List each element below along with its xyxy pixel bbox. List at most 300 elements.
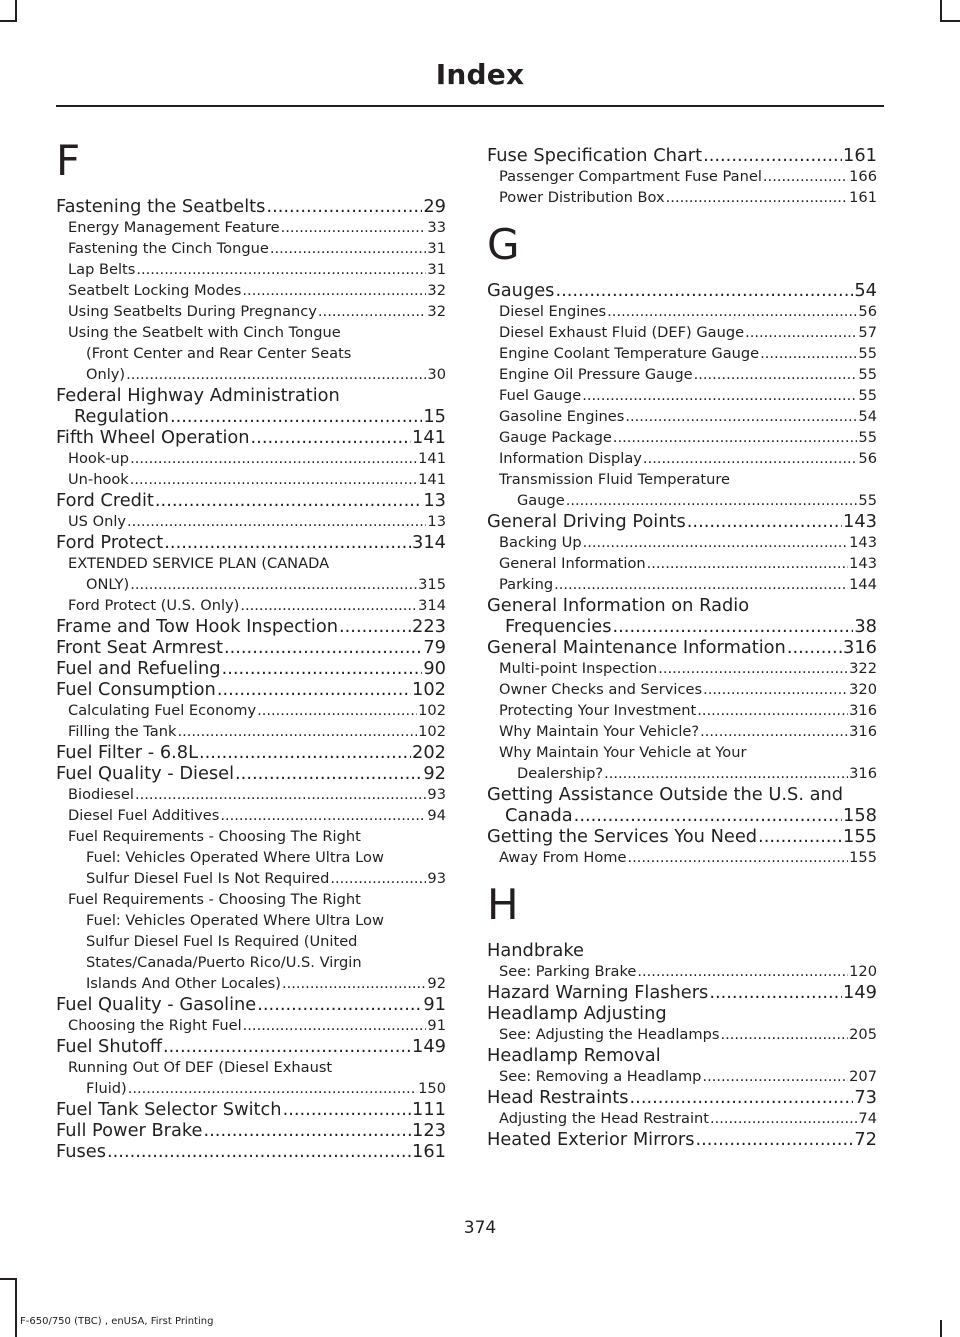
- dot-leader: [155, 490, 422, 511]
- index-entry[interactable]: [56, 658, 446, 679]
- index-subentry[interactable]: [487, 847, 877, 868]
- entry-text-line: Diesel Fuel Additives: [68, 807, 220, 824]
- crop-mark: [940, 0, 942, 22]
- page-reference[interactable]: 54: [858, 408, 877, 425]
- dot-leader: [240, 595, 417, 616]
- index-subentry[interactable]: [56, 700, 446, 721]
- entry-text-line: Diesel Exhaust Fluid (DEF) Gauge: [499, 324, 745, 341]
- index-subentry[interactable]: [56, 805, 446, 826]
- index-entry[interactable]: [56, 532, 446, 553]
- index-entry[interactable]: [487, 826, 877, 847]
- page-reference[interactable]: 207: [849, 1068, 877, 1085]
- page-reference[interactable]: 54: [854, 280, 877, 301]
- index-subentry[interactable]: [487, 658, 877, 679]
- entry-text-line: Fuel Filter - 6.8L: [56, 742, 198, 763]
- page-reference[interactable]: 102: [412, 679, 446, 700]
- page-reference[interactable]: 73: [854, 1087, 877, 1108]
- index-section-letter: G: [487, 220, 520, 269]
- entry-text-line: Filling the Tank: [68, 723, 177, 740]
- entry-text-line: Passenger Compartment Fuse Panel: [499, 168, 762, 185]
- index-entry[interactable]: [487, 511, 877, 532]
- dot-leader: [630, 1087, 854, 1108]
- index-subentry[interactable]: [487, 742, 877, 784]
- index-subentry[interactable]: [487, 469, 877, 511]
- dot-leader: [720, 1024, 848, 1045]
- dot-leader: [281, 217, 427, 238]
- index-subentry[interactable]: [56, 280, 446, 301]
- page-reference[interactable]: 15: [423, 406, 446, 427]
- page-reference[interactable]: 56: [858, 303, 877, 320]
- page-reference[interactable]: 143: [843, 511, 877, 532]
- dot-leader: [107, 1141, 411, 1162]
- page-reference[interactable]: 166: [849, 168, 877, 185]
- page-reference[interactable]: 111: [412, 1099, 446, 1120]
- entry-text-line: Frame and Tow Hook Inspection: [56, 616, 338, 637]
- entry-text-line: Calculating Fuel Economy: [68, 702, 257, 719]
- dot-leader: [339, 616, 411, 637]
- page-reference[interactable]: 57: [858, 324, 877, 341]
- dot-leader: [612, 616, 853, 637]
- dot-leader: [702, 1066, 848, 1087]
- index-entry[interactable]: [56, 1141, 446, 1162]
- entry-text-line: Owner Checks and Services: [499, 681, 703, 698]
- page-reference[interactable]: 74: [858, 1110, 877, 1127]
- entry-text-line: Diesel Engines: [499, 303, 607, 320]
- page-reference[interactable]: 32: [427, 282, 446, 299]
- dot-leader: [177, 721, 417, 742]
- page-reference[interactable]: 143: [849, 555, 877, 572]
- entry-text-line: Biodiesel: [68, 786, 134, 803]
- dot-leader: [126, 364, 426, 385]
- page-reference[interactable]: 155: [843, 826, 877, 847]
- dot-leader: [709, 982, 842, 1003]
- index-subentry[interactable]: [56, 322, 446, 385]
- page-reference[interactable]: 29: [423, 196, 446, 217]
- entry-text-line: Full Power Brake: [56, 1120, 203, 1141]
- entry-text-line: Lap Belts: [68, 261, 136, 278]
- entry-text-line: Running Out Of DEF (Diesel Exhaust: [68, 1059, 333, 1076]
- page-reference[interactable]: 202: [412, 742, 446, 763]
- page-reference[interactable]: 223: [412, 616, 446, 637]
- index-subentry[interactable]: [56, 448, 446, 469]
- dot-leader: [658, 658, 848, 679]
- index-entry[interactable]: [487, 145, 877, 166]
- index-subentry[interactable]: [487, 1066, 877, 1087]
- entry-text-line: Fuel and Refueling: [56, 658, 221, 679]
- entry-text-line: Ford Protect: [56, 532, 164, 553]
- footer-note: F-650/750 (TBC) , enUSA, First Printing: [20, 1316, 214, 1327]
- page-reference[interactable]: 91: [423, 994, 446, 1015]
- index-subentry[interactable]: [56, 553, 446, 595]
- index-entry[interactable]: [487, 1087, 877, 1108]
- entry-text-line: Multi-point Inspection: [499, 660, 658, 677]
- entry-text-line: Gauge: [517, 492, 565, 509]
- dot-leader: [787, 637, 842, 658]
- index-entry[interactable]: [56, 637, 446, 658]
- entry-text-line: Sulfur Diesel Fuel Is Required (United: [86, 933, 358, 950]
- dot-leader: [554, 574, 848, 595]
- page-reference[interactable]: 93: [427, 786, 446, 803]
- entry-text-line: Fuel Tank Selector Switch: [56, 1099, 282, 1120]
- entry-text-line: Handbrake: [487, 940, 584, 961]
- page-reference[interactable]: 316: [843, 637, 877, 658]
- page-reference[interactable]: 141: [418, 471, 446, 488]
- index-subentry[interactable]: [56, 721, 446, 742]
- page-reference[interactable]: 158: [843, 805, 877, 826]
- page-reference[interactable]: 55: [858, 492, 877, 509]
- entry-text-line: Only): [86, 366, 126, 383]
- index-subentry[interactable]: [56, 301, 446, 322]
- index-subentry[interactable]: [487, 553, 877, 574]
- index-subentry[interactable]: [56, 826, 446, 889]
- entry-text-line: Using the Seatbelt with Cinch Tongue: [68, 324, 341, 341]
- dot-leader: [128, 1078, 417, 1099]
- dot-leader: [235, 763, 422, 784]
- entry-text-line: EXTENDED SERVICE PLAN (CANADA: [68, 555, 330, 572]
- dot-leader: [687, 511, 842, 532]
- index-entry[interactable]: [56, 1099, 446, 1120]
- dot-leader: [566, 490, 858, 511]
- index-subentry[interactable]: [56, 511, 446, 532]
- page-reference[interactable]: 120: [849, 963, 877, 980]
- dot-leader: [703, 679, 848, 700]
- dot-leader: [130, 469, 417, 490]
- entry-text-line: Gasoline Engines: [499, 408, 625, 425]
- index-entry[interactable]: [56, 427, 446, 448]
- page-reference[interactable]: 56: [858, 450, 877, 467]
- index-subentry[interactable]: [56, 217, 446, 238]
- index-entry[interactable]: [56, 1036, 446, 1057]
- index-subentry[interactable]: [56, 1015, 446, 1036]
- entry-text-line: Fuel: Vehicles Operated Where Ultra Low: [86, 912, 384, 929]
- entry-text-line: Islands And Other Locales): [86, 975, 281, 992]
- dot-leader: [582, 385, 857, 406]
- page-reference[interactable]: 55: [858, 429, 877, 446]
- entry-text-line: Why Maintain Your Vehicle at Your: [499, 744, 747, 761]
- page-reference[interactable]: 143: [849, 534, 877, 551]
- entry-text-line: Fuel Consumption: [56, 679, 216, 700]
- entry-text-line: US Only: [68, 513, 127, 530]
- entry-text-line: Away From Home: [499, 849, 627, 866]
- entry-text-line: States/Canada/Puerto Rico/U.S. Virgin: [86, 954, 362, 971]
- dot-leader: [130, 574, 417, 595]
- index-subentry[interactable]: [487, 322, 877, 343]
- index-section-letter: H: [487, 880, 519, 929]
- dot-leader: [127, 511, 426, 532]
- entry-text-line: Ford Protect (U.S. Only): [68, 597, 240, 614]
- index-entry[interactable]: [56, 490, 446, 511]
- page-reference[interactable]: 55: [858, 387, 877, 404]
- entry-text-line: Frequencies: [505, 616, 612, 637]
- index-subentry[interactable]: [56, 469, 446, 490]
- entry-text-line: Fuel Gauge: [499, 387, 582, 404]
- entry-text-line: Fuel Quality - Gasoline: [56, 994, 257, 1015]
- dot-leader: [251, 427, 412, 448]
- index-subentry[interactable]: [487, 1024, 877, 1045]
- page-reference[interactable]: 149: [843, 982, 877, 1003]
- index-subentry[interactable]: [56, 889, 446, 994]
- dot-leader: [242, 280, 426, 301]
- dot-leader: [222, 658, 423, 679]
- entry-text-line: Sulfur Diesel Fuel Is Not Required: [86, 870, 330, 887]
- dot-leader: [760, 343, 857, 364]
- page-reference[interactable]: 31: [427, 240, 446, 257]
- page-reference[interactable]: 322: [849, 660, 877, 677]
- entry-text-line: Regulation: [74, 406, 169, 427]
- dot-leader: [555, 280, 853, 301]
- index-subentry[interactable]: [56, 238, 446, 259]
- crop-mark: [15, 1278, 17, 1337]
- dot-leader: [130, 448, 417, 469]
- dot-leader: [625, 406, 857, 427]
- dot-leader: [697, 700, 848, 721]
- entry-text-line: Seatbelt Locking Modes: [68, 282, 242, 299]
- page-reference[interactable]: 123: [412, 1120, 446, 1141]
- index-entry[interactable]: [487, 940, 877, 961]
- index-subentry[interactable]: [487, 532, 877, 553]
- header-divider: [56, 105, 884, 107]
- index-entry[interactable]: [56, 385, 446, 427]
- page-title: Index: [435, 58, 525, 91]
- index-subentry[interactable]: [56, 259, 446, 280]
- dot-leader: [666, 187, 848, 208]
- page-reference[interactable]: 92: [423, 763, 446, 784]
- page-reference[interactable]: 141: [418, 450, 446, 467]
- index-subentry[interactable]: [487, 961, 877, 982]
- entry-text-line: Information Display: [499, 450, 642, 467]
- dot-leader: [224, 637, 422, 658]
- entry-text-line: Headlamp Adjusting: [487, 1003, 667, 1024]
- index-subentry[interactable]: [56, 595, 446, 616]
- entry-text-line: General Information: [499, 555, 646, 572]
- page-reference[interactable]: 150: [418, 1080, 446, 1097]
- index-entry[interactable]: [56, 994, 446, 1015]
- entry-text-line: Fastening the Seatbelts: [56, 196, 266, 217]
- entry-text-line: Ford Credit: [56, 490, 154, 511]
- crop-mark: [940, 1320, 942, 1337]
- page-reference[interactable]: 314: [418, 597, 446, 614]
- page-reference[interactable]: 91: [427, 1017, 446, 1034]
- index-entry[interactable]: [487, 784, 877, 826]
- entry-text-line: Power Distribution Box: [499, 189, 665, 206]
- dot-leader: [266, 196, 422, 217]
- crop-mark: [0, 20, 17, 22]
- index-subentry[interactable]: [487, 301, 877, 322]
- entry-text-line: Fluid): [86, 1080, 127, 1097]
- page-reference[interactable]: 32: [427, 303, 446, 320]
- dot-leader: [220, 805, 426, 826]
- index-entry[interactable]: [56, 742, 446, 763]
- page-reference[interactable]: 320: [849, 681, 877, 698]
- dot-leader: [583, 532, 849, 553]
- dot-leader: [257, 700, 417, 721]
- index-entry[interactable]: [487, 1129, 877, 1150]
- entry-text-line: Dealership?: [517, 765, 604, 782]
- page-reference[interactable]: 149: [412, 1036, 446, 1057]
- page-reference[interactable]: 13: [423, 490, 446, 511]
- dot-leader: [695, 1129, 853, 1150]
- entry-text-line: Fuel Requirements - Choosing The Right: [68, 828, 361, 845]
- page-reference[interactable]: 38: [854, 616, 877, 637]
- index-entry[interactable]: [56, 763, 446, 784]
- entry-text-line: ONLY): [86, 576, 130, 593]
- dot-leader: [703, 145, 842, 166]
- page-reference[interactable]: 205: [849, 1026, 877, 1043]
- page-reference[interactable]: 314: [412, 532, 446, 553]
- page-reference[interactable]: 92: [427, 975, 446, 992]
- dot-leader: [170, 406, 422, 427]
- entry-text-line: Front Seat Armrest: [56, 637, 223, 658]
- entry-text-line: Why Maintain Your Vehicle?: [499, 723, 700, 740]
- entry-text-line: General Information on Radio: [487, 595, 750, 616]
- entry-text-line: Choosing the Right Fuel: [68, 1017, 242, 1034]
- dot-leader: [643, 448, 858, 469]
- page-reference[interactable]: 155: [849, 849, 877, 866]
- entry-text-line: Protecting Your Investment: [499, 702, 697, 719]
- dot-leader: [637, 961, 848, 982]
- index-subentry[interactable]: [487, 166, 877, 187]
- page-reference[interactable]: 55: [858, 345, 877, 362]
- page-reference[interactable]: 315: [418, 576, 446, 593]
- dot-leader: [199, 742, 411, 763]
- page-reference[interactable]: 33: [427, 219, 446, 236]
- index-subentry[interactable]: [487, 679, 877, 700]
- dot-leader: [330, 868, 426, 889]
- index-subentry[interactable]: [487, 427, 877, 448]
- entry-text-line: Un-hook: [68, 471, 129, 488]
- dot-leader: [613, 427, 858, 448]
- dot-leader: [163, 1036, 411, 1057]
- index-subentry[interactable]: [487, 343, 877, 364]
- dot-leader: [203, 1120, 411, 1141]
- entry-text-line: Using Seatbelts During Pregnancy: [68, 303, 317, 320]
- index-subentry[interactable]: [487, 721, 877, 742]
- page-reference[interactable]: 161: [849, 189, 877, 206]
- entry-text-line: Fuel: Vehicles Operated Where Ultra Low: [86, 849, 384, 866]
- dot-leader: [758, 826, 842, 847]
- entry-text-line: Headlamp Removal: [487, 1045, 661, 1066]
- entry-text-line: Getting Assistance Outside the U.S. and: [487, 784, 844, 805]
- crop-mark: [15, 0, 17, 22]
- page-reference[interactable]: 161: [412, 1141, 446, 1162]
- page-reference[interactable]: 79: [423, 637, 446, 658]
- dot-leader: [164, 532, 411, 553]
- entry-text-line: Engine Coolant Temperature Gauge: [499, 345, 760, 362]
- index-entry[interactable]: [487, 1045, 877, 1066]
- entry-text-line: Canada: [505, 805, 573, 826]
- entry-text-line: Heated Exterior Mirrors: [487, 1129, 695, 1150]
- dot-leader: [694, 364, 858, 385]
- page-reference[interactable]: 90: [423, 658, 446, 679]
- entry-text-line: Fuse Specification Chart: [487, 145, 703, 166]
- page-reference[interactable]: 102: [418, 702, 446, 719]
- entry-text-line: Gauges: [487, 280, 555, 301]
- entry-text-line: Backing Up: [499, 534, 582, 551]
- page-reference[interactable]: 161: [843, 145, 877, 166]
- entry-text-line: Fuel Shutoff: [56, 1036, 162, 1057]
- entry-text-line: Hazard Warning Flashers: [487, 982, 709, 1003]
- dot-leader: [763, 166, 848, 187]
- dot-leader: [135, 784, 426, 805]
- index-entry[interactable]: [487, 280, 877, 301]
- dot-leader: [243, 1015, 427, 1036]
- index-entry[interactable]: [56, 679, 446, 700]
- index-entry[interactable]: [487, 637, 877, 658]
- index-section-letter: F: [56, 136, 81, 185]
- dot-leader: [604, 763, 848, 784]
- entry-text-line: Getting the Services You Need: [487, 826, 758, 847]
- page-reference[interactable]: 102: [418, 723, 446, 740]
- entry-text-line: Fastening the Cinch Tongue: [68, 240, 269, 257]
- index-subentry[interactable]: [56, 784, 446, 805]
- index-column-right: [487, 145, 877, 1150]
- dot-leader: [700, 721, 848, 742]
- dot-leader: [627, 847, 848, 868]
- index-subentry[interactable]: [487, 364, 877, 385]
- page-reference[interactable]: 94: [427, 807, 446, 824]
- page-reference[interactable]: 31: [427, 261, 446, 278]
- dot-leader: [710, 1108, 857, 1129]
- index-subentry[interactable]: [487, 385, 877, 406]
- index-entry[interactable]: [487, 595, 877, 637]
- entry-text-line: Gauge Package: [499, 429, 612, 446]
- index-subentry[interactable]: [487, 1108, 877, 1129]
- index-entry[interactable]: [56, 196, 446, 217]
- index-subentry[interactable]: [487, 187, 877, 208]
- dot-leader: [607, 301, 857, 322]
- page-reference[interactable]: 72: [854, 1129, 877, 1150]
- index-subentry[interactable]: [487, 574, 877, 595]
- dot-leader: [647, 553, 849, 574]
- entry-text-line: Adjusting the Head Restraint: [499, 1110, 709, 1127]
- page-reference[interactable]: 13: [427, 513, 446, 530]
- entry-text-line: (Front Center and Rear Center Seats: [86, 345, 352, 362]
- index-subentry[interactable]: [487, 448, 877, 469]
- index-subentry[interactable]: [487, 700, 877, 721]
- page-reference[interactable]: 316: [849, 723, 877, 740]
- entry-text-line: Engine Oil Pressure Gauge: [499, 366, 693, 383]
- entry-text-line: Fuses: [56, 1141, 106, 1162]
- entry-text-line: Hook-up: [68, 450, 130, 467]
- entry-text-line: See: Adjusting the Headlamps: [499, 1026, 720, 1043]
- page-reference[interactable]: 316: [849, 702, 877, 719]
- entry-text-line: General Maintenance Information: [487, 637, 786, 658]
- crop-mark: [940, 20, 960, 22]
- index-subentry[interactable]: [487, 406, 877, 427]
- entry-text-line: See: Parking Brake: [499, 963, 637, 980]
- entry-text-line: General Driving Points: [487, 511, 686, 532]
- index-entry[interactable]: [56, 1120, 446, 1141]
- page-reference[interactable]: 30: [427, 366, 446, 383]
- page-reference[interactable]: 144: [849, 576, 877, 593]
- dot-leader: [745, 322, 857, 343]
- crop-mark: [0, 1278, 17, 1280]
- entry-text-line: Fuel Requirements - Choosing The Right: [68, 891, 361, 908]
- dot-leader: [136, 259, 426, 280]
- index-entry[interactable]: [487, 1003, 877, 1024]
- dot-leader: [574, 805, 842, 826]
- page-reference[interactable]: 55: [858, 366, 877, 383]
- dot-leader: [282, 973, 426, 994]
- index-entry[interactable]: [56, 616, 446, 637]
- page-reference[interactable]: 141: [412, 427, 446, 448]
- index-subentry[interactable]: [56, 1057, 446, 1099]
- page-reference[interactable]: 93: [427, 870, 446, 887]
- dot-leader: [257, 994, 422, 1015]
- index-entry[interactable]: [487, 982, 877, 1003]
- page-reference[interactable]: 316: [849, 765, 877, 782]
- dot-leader: [217, 679, 411, 700]
